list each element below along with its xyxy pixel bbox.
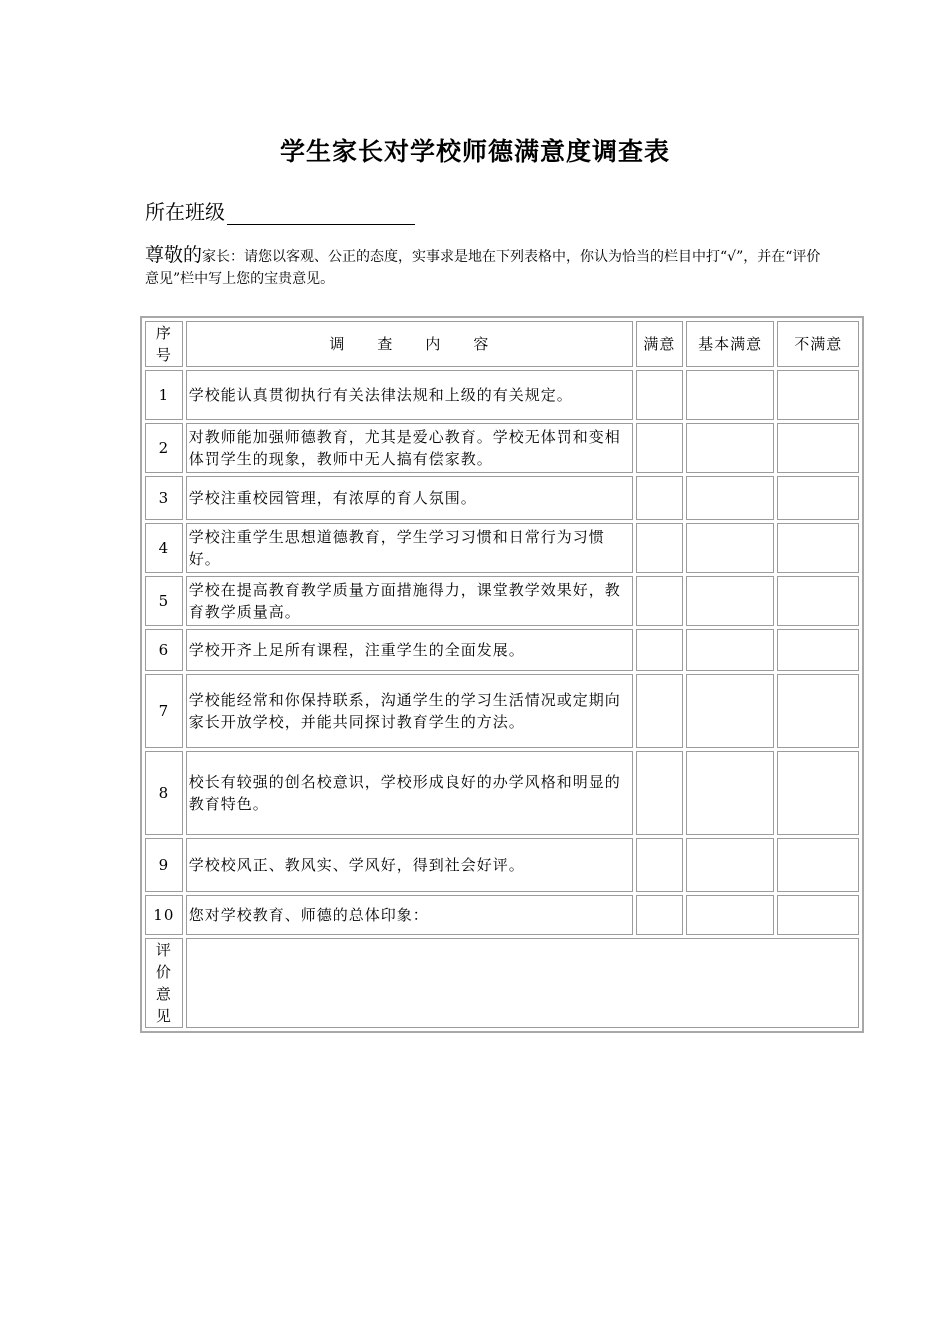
header-content: 调 查 内 容 — [186, 321, 633, 367]
row-content: 学校开齐上足所有课程，注重学生的全面发展。 — [186, 629, 633, 671]
unsatisfied-cell[interactable] — [777, 576, 859, 626]
row-content: 学校能经常和你保持联系，沟通学生的学习生活情况或定期向家长开放学校，并能共同探讨教育学生的方法。 — [186, 674, 633, 748]
unsatisfied-cell[interactable] — [777, 423, 859, 473]
row-number: 6 — [145, 629, 183, 671]
header-row — [145, 321, 859, 367]
basic-satisfied-cell[interactable] — [686, 895, 775, 935]
basic-satisfied-cell[interactable] — [686, 838, 775, 892]
basic-satisfied-cell[interactable] — [686, 674, 775, 748]
row-content: 学校校风正、教风实、学风好，得到社会好评。 — [186, 838, 633, 892]
intro-paragraph — [145, 244, 825, 290]
table-row — [145, 674, 859, 748]
satisfied-cell[interactable] — [636, 629, 683, 671]
evaluation-opinion-cell[interactable] — [186, 938, 859, 1028]
row-number: 2 — [145, 423, 183, 473]
header-num: 序号 — [145, 321, 183, 367]
intro-text: 家长：请您以客观、公正的态度，实事求是地在下列表格中，你认为恰当的栏目中打“√”，并在“评价意见”栏中写上您的宝贵意见。 — [145, 249, 821, 287]
table-row — [145, 576, 859, 626]
row-number: 3 — [145, 476, 183, 520]
table-row — [145, 423, 859, 473]
basic-satisfied-cell[interactable] — [686, 576, 775, 626]
unsatisfied-cell[interactable] — [777, 476, 859, 520]
basic-satisfied-cell[interactable] — [686, 476, 775, 520]
row-content: 学校在提高教育教学质量方面措施得力，课堂教学效果好，教育教学质量高。 — [186, 576, 633, 626]
satisfied-cell[interactable] — [636, 674, 683, 748]
table-row — [145, 895, 859, 935]
satisfied-cell[interactable] — [636, 751, 683, 835]
evaluation-label — [145, 938, 183, 1028]
basic-satisfied-cell[interactable] — [686, 751, 775, 835]
header-basic-satisfied: 基本满意 — [686, 321, 775, 367]
table-row — [145, 838, 859, 892]
satisfied-cell[interactable] — [636, 370, 683, 420]
evaluation-label-line-1: 评价 — [155, 941, 172, 981]
row-number: 10 — [145, 895, 183, 935]
unsatisfied-cell[interactable] — [777, 895, 859, 935]
header-unsatisfied: 不满意 — [777, 321, 859, 367]
satisfied-cell[interactable] — [636, 523, 683, 573]
evaluation-label-line-2: 意见 — [155, 985, 172, 1025]
satisfied-cell[interactable] — [636, 838, 683, 892]
row-number: 9 — [145, 838, 183, 892]
satisfied-cell[interactable] — [636, 895, 683, 935]
unsatisfied-cell[interactable] — [777, 751, 859, 835]
row-number: 5 — [145, 576, 183, 626]
row-number: 8 — [145, 751, 183, 835]
row-content: 您对学校教育、师德的总体印象： — [186, 895, 633, 935]
class-blank-line[interactable] — [227, 202, 415, 225]
row-content: 校长有较强的创名校意识，学校形成良好的办学风格和明显的教育特色。 — [186, 751, 633, 835]
class-field — [145, 196, 415, 225]
unsatisfied-cell[interactable] — [777, 838, 859, 892]
class-label: 所在班级 — [145, 200, 225, 224]
row-number: 1 — [145, 370, 183, 420]
table-row — [145, 370, 859, 420]
row-content: 学校注重学生思想道德教育，学生学习习惯和日常行为习惯好。 — [186, 523, 633, 573]
intro-lead: 尊敬的 — [145, 244, 203, 266]
unsatisfied-cell[interactable] — [777, 629, 859, 671]
row-number: 7 — [145, 674, 183, 748]
basic-satisfied-cell[interactable] — [686, 423, 775, 473]
header-satisfied: 满意 — [636, 321, 683, 367]
basic-satisfied-cell[interactable] — [686, 523, 775, 573]
table-row — [145, 629, 859, 671]
satisfied-cell[interactable] — [636, 576, 683, 626]
unsatisfied-cell[interactable] — [777, 370, 859, 420]
row-content: 学校能认真贯彻执行有关法律法规和上级的有关规定。 — [186, 370, 633, 420]
unsatisfied-cell[interactable] — [777, 674, 859, 748]
evaluation-row — [145, 938, 859, 1028]
basic-satisfied-cell[interactable] — [686, 370, 775, 420]
row-content: 学校注重校园管理，有浓厚的育人氛围。 — [186, 476, 633, 520]
satisfied-cell[interactable] — [636, 476, 683, 520]
row-content: 对教师能加强师德教育，尤其是爱心教育。学校无体罚和变相体罚学生的现象，教师中无人搞有偿家教。 — [186, 423, 633, 473]
table-row — [145, 523, 859, 573]
unsatisfied-cell[interactable] — [777, 523, 859, 573]
page-title: 学生家长对学校师德满意度调查表 — [279, 137, 670, 166]
basic-satisfied-cell[interactable] — [686, 629, 775, 671]
survey-table — [140, 316, 864, 1033]
table-row — [145, 476, 859, 520]
row-number: 4 — [145, 523, 183, 573]
table-row — [145, 751, 859, 835]
satisfied-cell[interactable] — [636, 423, 683, 473]
